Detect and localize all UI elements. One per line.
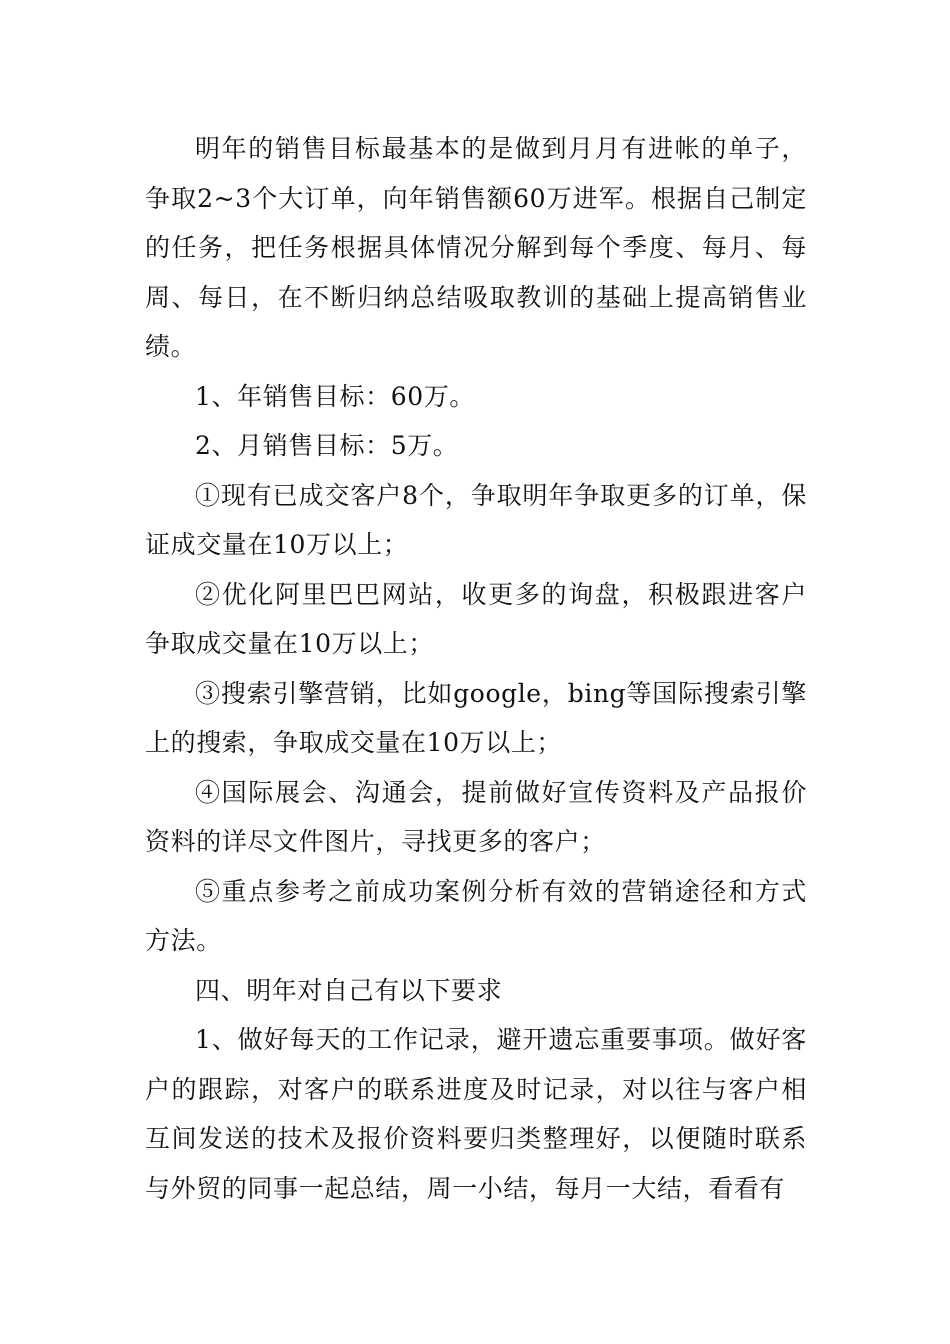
paragraph-sales-goal-intro: 明年的销售目标最基本的是做到月月有进帐的单子，争取2~3个大订单，向年销售额60万进军。根据自己制定的任务，把任务根据具体情况分解到每个季度、每月、每周、每日，在不断归纳总结吸取教训的基础上提高销售业绩。: [145, 134, 807, 361]
section-heading-self-requirements: 四、明年对自己有以下要求: [195, 975, 503, 1005]
paragraph-international-exhibitions: ④国际展会、沟通会，提前做好宣传资料及产品报价资料的详尽文件图片，寻找更多的客户；: [145, 777, 807, 856]
paragraph-alibaba-optimization: ②优化阿里巴巴网站，收更多的询盘，积极跟进客户争取成交量在10万以上；: [145, 579, 807, 658]
paragraph-monthly-target: 2、月销售目标：5万。: [195, 431, 459, 460]
document-body: [145, 124, 807, 1213]
paragraph-existing-clients: ①现有已成交客户8个，争取明年争取更多的订单，保证成交量在10万以上；: [145, 480, 807, 559]
paragraph-search-engine-marketing: ③搜索引擎营销，比如google，bing等国际搜索引擎上的搜索，争取成交量在10万以上；: [145, 678, 807, 757]
paragraph-annual-target: 1、年销售目标：60万。: [195, 381, 475, 411]
paragraph-case-study-reference: ⑤重点参考之前成功案例分析有效的营销途径和方式方法。: [145, 876, 807, 955]
paragraph-daily-work-records: 1、做好每天的工作记录，避开遗忘重要事项。做好客户的跟踪，对客户的联系进度及时记录，对以往与客户相互间发送的技术及报价资料要归类整理好，以便随时联系与外贸的同事一起总结，周一小结，每月一大结，看看有: [145, 1025, 807, 1203]
